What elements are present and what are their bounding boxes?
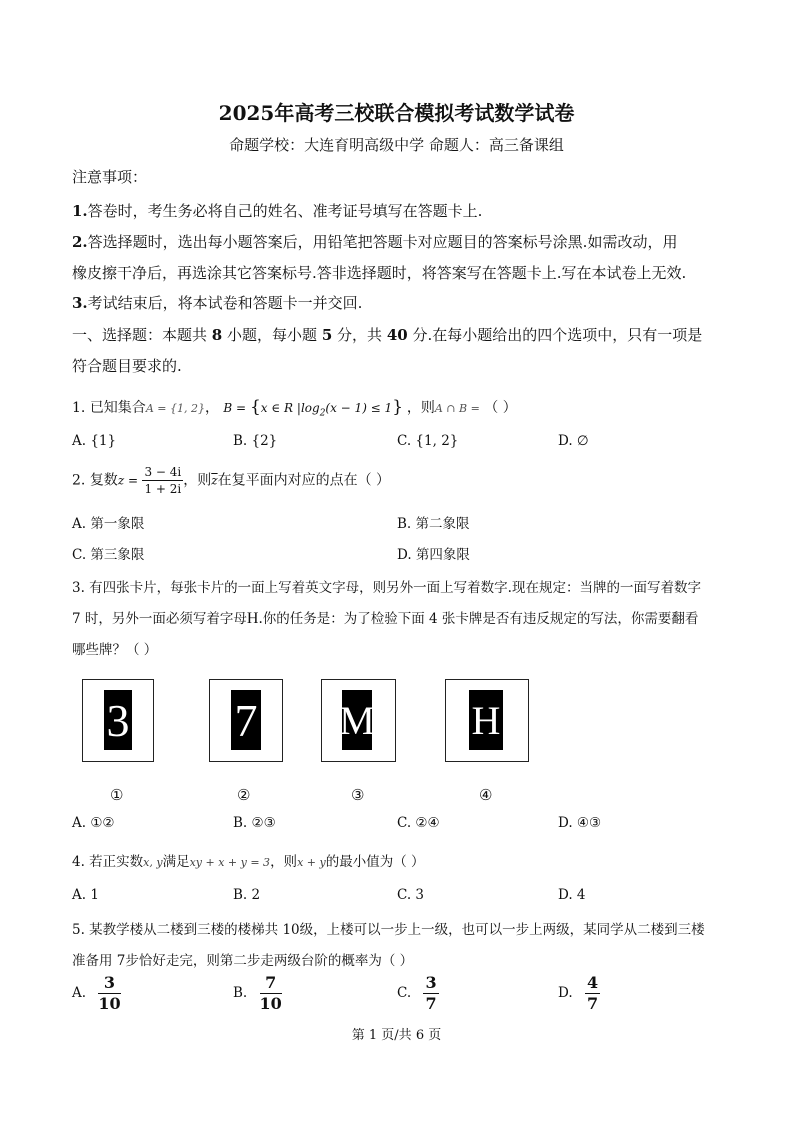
note-3 bbox=[72, 292, 362, 313]
question-2: 2. 复数z = $\frac{3 - 4i}{1 + 2i}$ ，则$\overline{z}$在复平面内对应的点在（ ） bbox=[72, 465, 391, 496]
card-4-face: H bbox=[469, 690, 503, 750]
card-4 bbox=[445, 679, 529, 762]
q5-option-c: C. $\frac{3}{7}$ bbox=[397, 973, 437, 1013]
page-footer: 第 1 页/共 6 页 bbox=[351, 1028, 442, 1043]
card-3-label: ③ bbox=[351, 786, 365, 804]
question-4: 4. 若正实数x, y满足xy + x + y = 3，则x + y的最小值为（ ） bbox=[72, 854, 425, 870]
q2-option-b: B. 第二象限 bbox=[397, 516, 470, 532]
q2-option-d: D. 第四象限 bbox=[397, 547, 470, 563]
card-4-label: ④ bbox=[479, 786, 493, 804]
answer-paren: （ ） bbox=[484, 400, 517, 416]
question-3-line-2: 7 时，另外一面必须写着字母H.你的任务是：为了检验下面 4 张卡牌是否有违反规定的写法，你需要翻看 bbox=[72, 610, 699, 627]
q2-option-a: A. 第一象限 bbox=[72, 516, 145, 532]
card-2-face: 7 bbox=[231, 690, 261, 750]
card-1-label: ① bbox=[110, 786, 124, 804]
q1-option-a: A. {1} bbox=[72, 433, 117, 449]
fraction: $\frac{4}{7}$ bbox=[586, 973, 599, 1013]
section-1-instructions: 一、选择题：本题共 8 小题，每小题 5 分，共 40 分.在每小题给出的四个选项中，只有一项是 bbox=[72, 326, 703, 344]
q3-option-b: B. ②③ bbox=[233, 815, 276, 831]
points-each: 5 bbox=[321, 326, 333, 344]
set-a-expr: A = {1, 2} bbox=[145, 402, 205, 415]
q5-option-a: A. $\frac{3}{10}$ bbox=[72, 973, 121, 1013]
q1-option-c: C. {1, 2} bbox=[397, 433, 459, 449]
card-3 bbox=[321, 679, 396, 762]
q3-option-c: C. ②④ bbox=[397, 815, 440, 831]
q3-option-a: A. ①② bbox=[72, 815, 115, 831]
z-conjugate: $\overline{z}$ bbox=[211, 473, 218, 488]
q2-option-c: C. 第三象限 bbox=[72, 547, 145, 563]
note-2-number: 2. bbox=[72, 233, 88, 251]
fraction: $\frac{7}{10}$ bbox=[259, 973, 282, 1013]
q3-option-d: D. ④③ bbox=[558, 815, 602, 831]
question-5-line-1: 5. 某教学楼从二楼到三楼的楼梯共 10级，上楼可以一步上一级，也可以一步上两级，某同学从二楼到三楼 bbox=[72, 922, 705, 938]
q4-option-b: B. 2 bbox=[233, 887, 261, 903]
note-1-text: 答卷时，考生务必将自己的姓名、准考证号填写在答题卡上. bbox=[87, 202, 483, 220]
question-1-number: 1. bbox=[72, 400, 86, 416]
notes-heading: 注意事项： bbox=[72, 168, 148, 186]
page-title: 2025年高考三校联合模拟考试数学试卷 bbox=[218, 101, 575, 125]
q1-option-d: D. ∅ bbox=[558, 433, 589, 449]
card-2 bbox=[209, 679, 283, 762]
card-1-face: 3 bbox=[104, 690, 132, 750]
note-2-text: 答选择题时，选出每小题答案后，用铅笔把答题卡对应题目的答案标号涂黑.如需改动，用 bbox=[87, 233, 678, 251]
note-2-continued: 橡皮擦干净后，再选涂其它答案标号.答非选择题时，将答案写在答题卡上.写在本试卷上无效. bbox=[72, 264, 687, 282]
card-3-face: M bbox=[342, 690, 372, 750]
intersection-expr: A ∩ B = bbox=[434, 402, 480, 415]
q5-option-b: B. $\frac{7}{10}$ bbox=[233, 973, 282, 1013]
q1-option-b: B. {2} bbox=[233, 433, 278, 449]
note-1-number: 1. bbox=[72, 202, 88, 220]
page-subtitle: 命题学校：大连育明高级中学 命题人：高三备课组 bbox=[229, 136, 564, 154]
q5-option-d: D. $\frac{4}{7}$ bbox=[558, 973, 599, 1013]
fraction: $\frac{3}{10}$ bbox=[98, 973, 121, 1013]
question-2-number: 2. bbox=[72, 472, 86, 489]
set-b-expr: B = {x ∈ R $|\log_2(x - 1) \le 1$} bbox=[223, 397, 404, 419]
q4-option-c: C. 3 bbox=[397, 887, 425, 903]
note-1 bbox=[72, 200, 482, 221]
question-3-line-3: 哪些牌？（ ） bbox=[72, 642, 158, 658]
note-3-number: 3. bbox=[72, 294, 88, 312]
card-2-label: ② bbox=[237, 786, 251, 804]
question-1: 1. 已知集合A = {1, 2}， B = {x ∈ R $|\log_2(x - 1) \le 1$} ，则A ∩ B = （ ） bbox=[72, 397, 517, 419]
q4-option-a: A. 1 bbox=[72, 887, 99, 903]
section-1-instructions-continued: 符合题目要求的. bbox=[72, 357, 182, 375]
complex-fraction: $\frac{3 - 4i}{1 + 2i}$ bbox=[144, 465, 182, 496]
question-5-line-2: 准备用 7步恰好走完，则第二步走两级台阶的概率为（ ） bbox=[72, 953, 414, 969]
q4-option-d: D. 4 bbox=[558, 887, 586, 903]
card-1 bbox=[82, 679, 154, 762]
question-3-line-1: 3. 有四张卡片，每张卡片的一面上写着英文字母，则另外一面上写着数字.现在规定：当牌的一面写着数字 bbox=[72, 580, 701, 596]
fraction: $\frac{3}{7}$ bbox=[425, 973, 437, 1013]
question-count: 8 bbox=[211, 326, 223, 344]
note-2 bbox=[72, 231, 677, 252]
note-3-text: 考试结束后，将本试卷和答题卡一并交回. bbox=[87, 294, 363, 312]
points-total: 40 bbox=[386, 326, 408, 344]
